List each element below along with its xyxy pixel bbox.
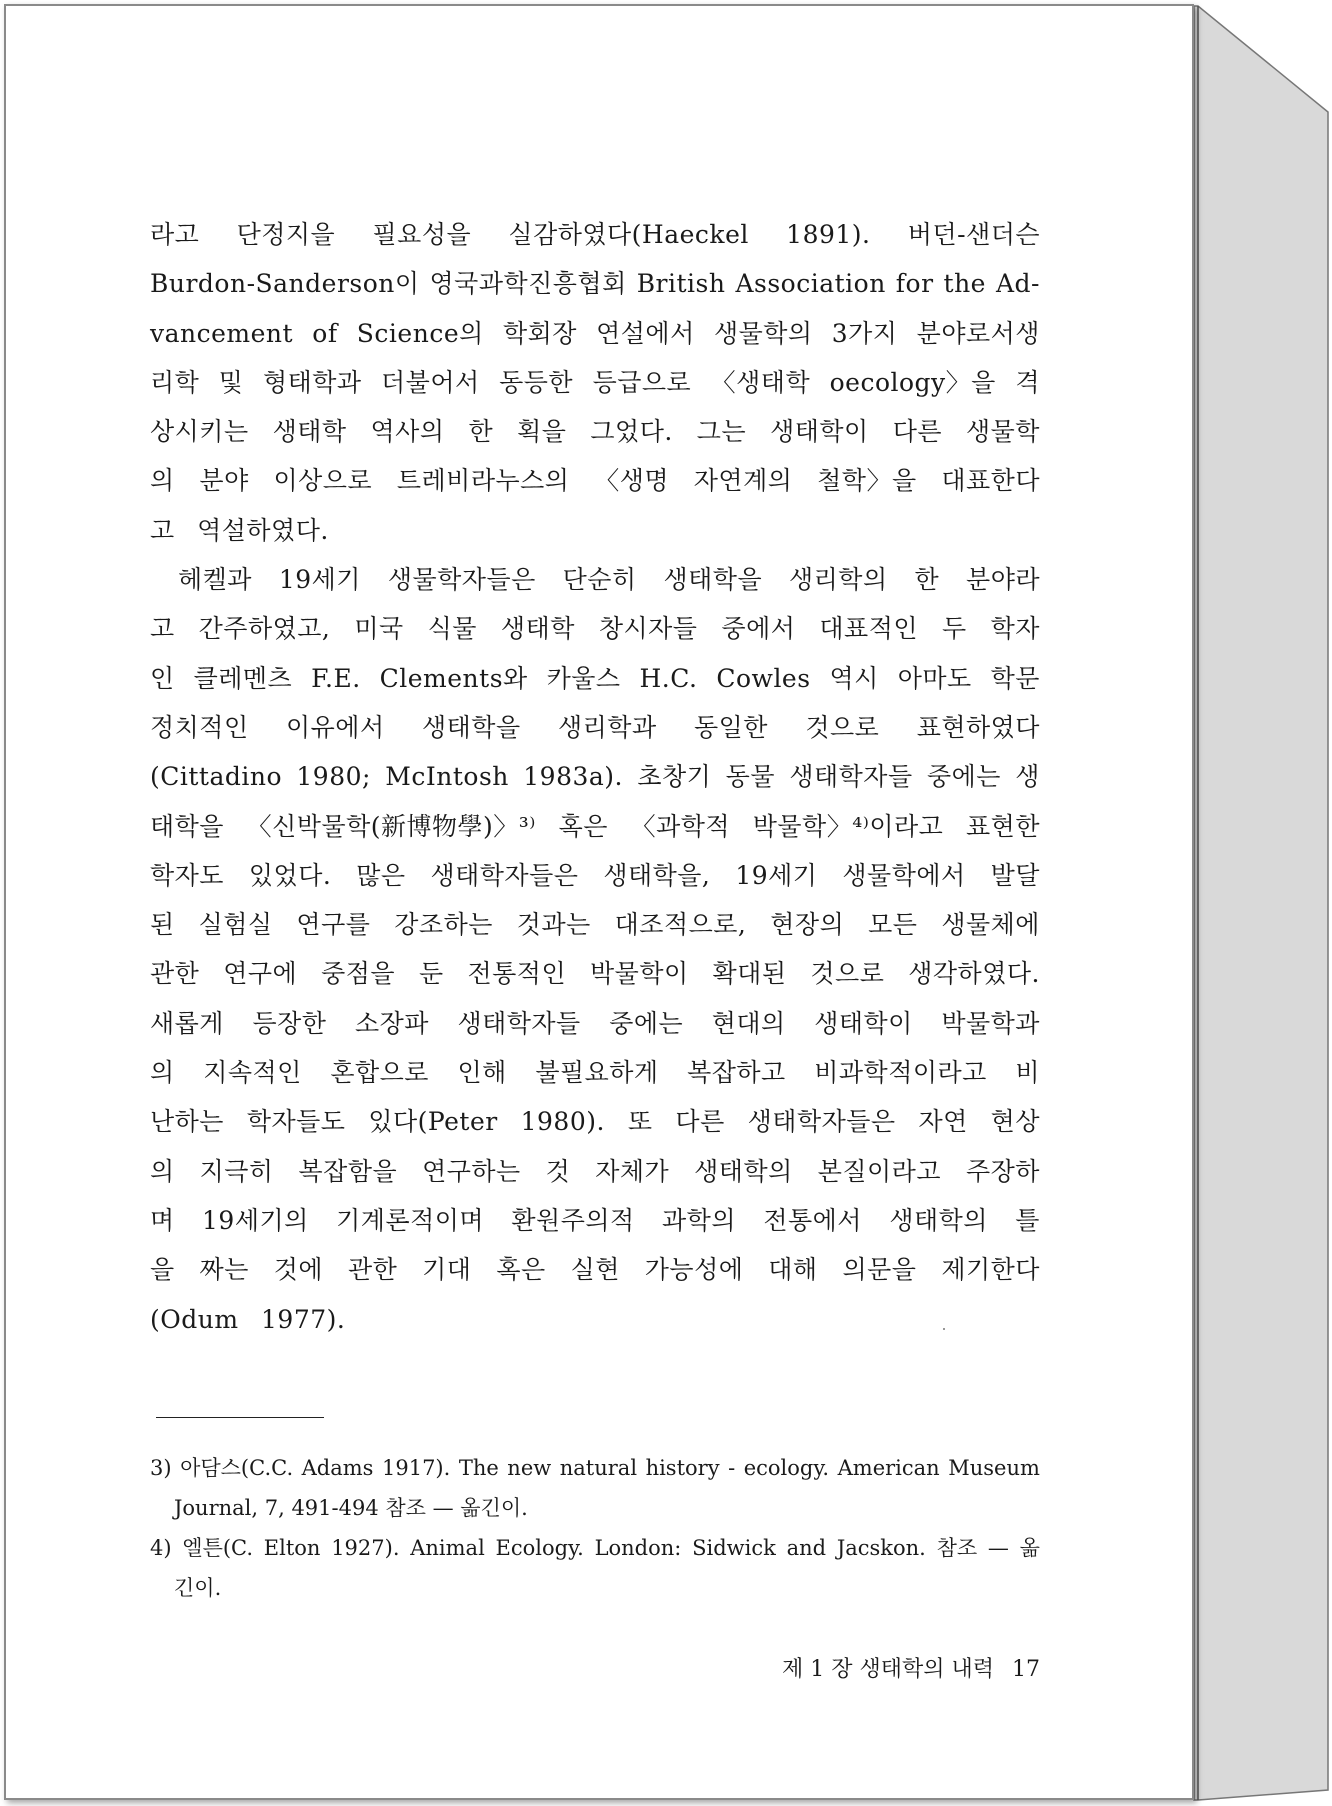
footnotes	[150, 1448, 1040, 1608]
text-line: 의 지극히 복잡함을 연구하는 것 자체가 생태학의 본질이라고 주장하	[150, 1156, 1040, 1186]
text-line: 인 클레멘츠 F.E. Clements와 카울스 H.C. Cowles 역시 아마도 학문	[150, 663, 1040, 693]
footnote-line: 4) 엘튼(C. Elton 1927). Animal Ecology. London: Sidwick and Jacskon. 참조 — 옮	[150, 1536, 1040, 1560]
text-line: (Cittadino 1980; McIntosh 1983a). 초창기 동물 생태학자들 중에는 생	[150, 762, 1040, 792]
text-line: 상시키는 생태학 역사의 한 획을 그었다. 그는 생태학이 다른 생물학	[150, 417, 1040, 447]
text-line: 난하는 학자들도 있다(Peter 1980). 또 다른 생태학자들은 자연 현상	[150, 1107, 1040, 1137]
footnote-line	[150, 1488, 1040, 1528]
footnote-line: 3) 아담스(C.C. Adams 1917). The new natural history - ecology. American Museum	[150, 1456, 1040, 1480]
text-line: 고 역설하였다.	[150, 515, 329, 545]
text-line: 을 짜는 것에 관한 기대 혹은 실현 가능성에 대해 의문을 제기한다	[150, 1255, 1040, 1285]
page-number: 17	[1012, 1657, 1040, 1682]
chapter-title: 제 1 장 생태학의 내력	[782, 1657, 994, 1682]
text-line: 헤켈과 19세기 생물학자들은 단순히 생태학을 생리학의 한 분야라	[178, 565, 1040, 595]
body-text	[150, 210, 1040, 1344]
footnote-line	[150, 1568, 1040, 1608]
speck	[943, 1328, 945, 1330]
text-line: 태학을 〈신박물학(新博物學)〉³⁾ 혹은 〈과학적 박물학〉⁴⁾이라고 표현한	[150, 811, 1040, 841]
text-line: 학자도 있었다. 많은 생태학자들은 생태학을, 19세기 생물학에서 발달	[150, 860, 1040, 890]
footnote-3	[150, 1448, 1040, 1528]
text-line: vancement of Science의 학회장 연설에서 생물학의 3가지 분야로서생	[150, 318, 1040, 348]
text-line: 라고 단정지을 필요성을 실감하였다(Haeckel 1891). 버던-샌더슨	[150, 220, 1040, 249]
text-line: 리학 및 형태학과 더불어서 동등한 등급으로 〈생태학 oecology〉을 격	[150, 367, 1040, 397]
text-line: 새롭게 등장한 소장파 생태학자들 중에는 현대의 생태학이 박물학과	[150, 1008, 1040, 1038]
footnote-rule	[156, 1417, 324, 1418]
text-line: Burdon-Sanderson이 영국과학진흥협회 British Association for the Ad-	[150, 269, 1040, 299]
footnote-text: 긴이.	[174, 1576, 222, 1600]
text-line: (Odum 1977).	[150, 1304, 346, 1334]
text-line: 된 실험실 연구를 강조하는 것과는 대조적으로, 현장의 모든 생물체에	[150, 910, 1040, 940]
running-footer	[782, 1652, 1040, 1683]
text-line: 의 지속적인 혼합으로 인해 불필요하게 복잡하고 비과학적이라고 비	[150, 1058, 1040, 1088]
footnote-text: Journal, 7, 491-494 참조 — 옮긴이.	[174, 1496, 528, 1520]
text-line: 의 분야 이상으로 트레비라누스의 〈생명 자연계의 철학〉을 대표한다	[150, 466, 1040, 496]
footnote-4	[150, 1528, 1040, 1608]
text-line: 고 간주하였고, 미국 식물 생태학 창시자들 중에서 대표적인 두 학자	[150, 614, 1040, 644]
text-line: 정치적인 이유에서 생태학을 생리학과 동일한 것으로 표현하였다	[150, 712, 1040, 742]
text-line: 며 19세기의 기계론적이며 환원주의적 과학의 전통에서 생태학의 틀	[150, 1205, 1040, 1235]
text-line: 관한 연구에 중점을 둔 전통적인 박물학이 확대된 것으로 생각하였다.	[150, 959, 1040, 989]
